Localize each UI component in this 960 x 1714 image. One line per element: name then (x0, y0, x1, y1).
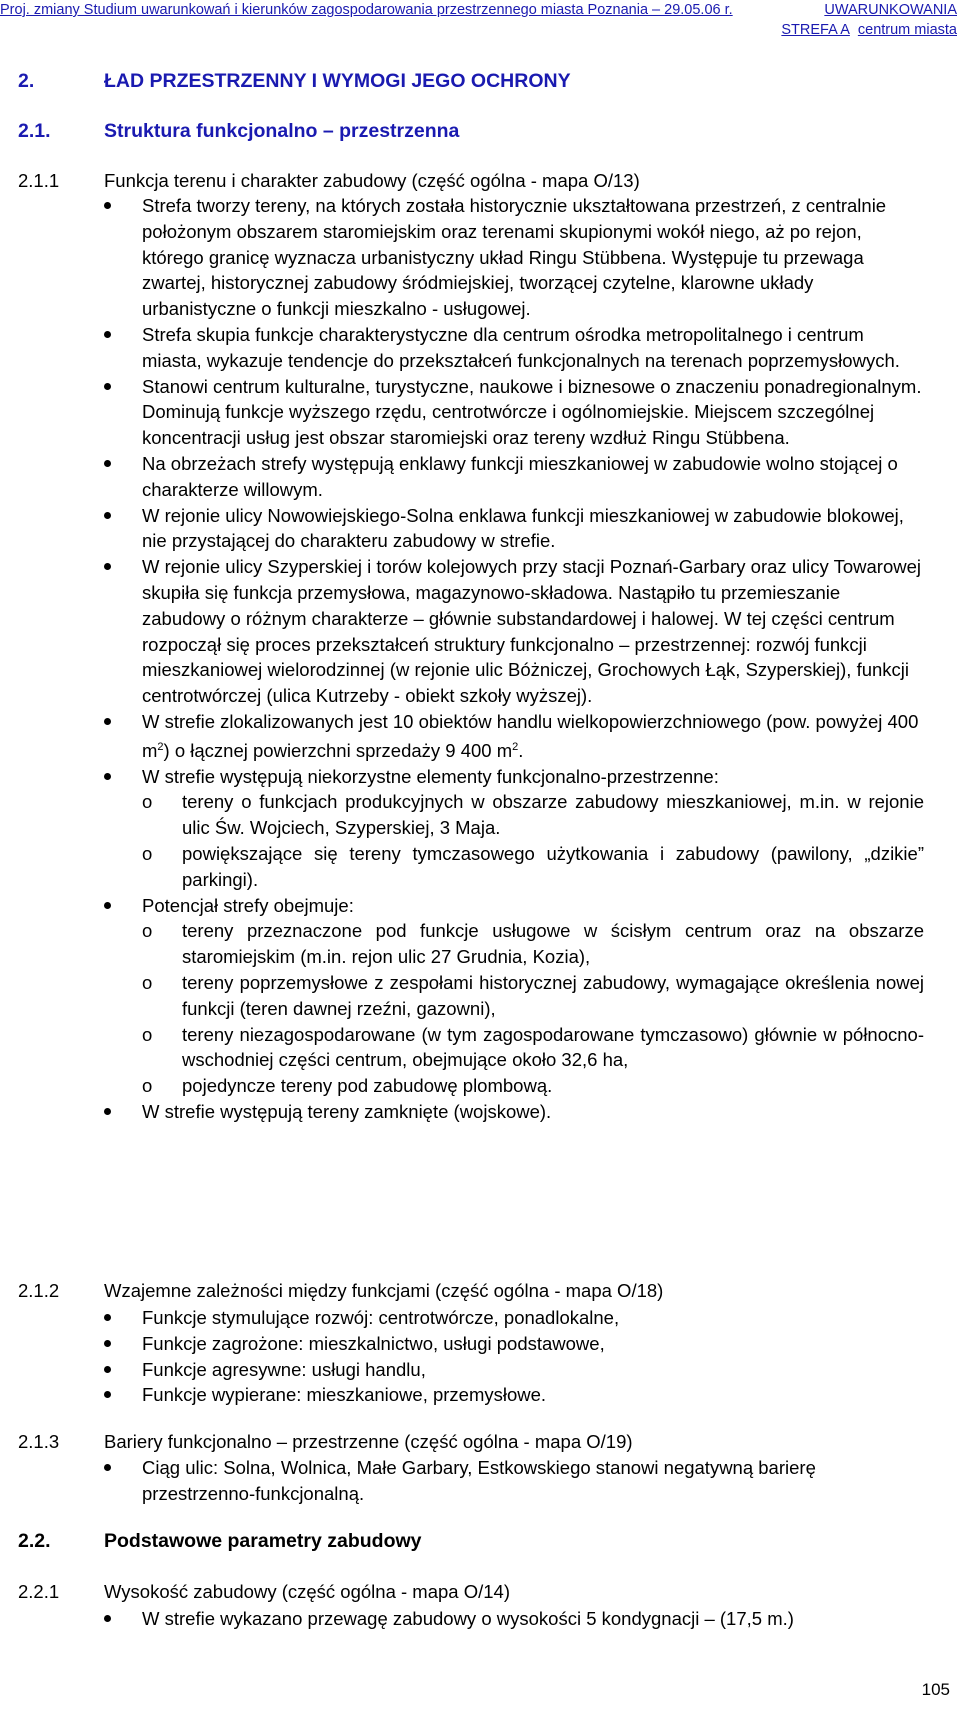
sub-list-item: o tereny poprzemysłowe z zespołami historycznej zabudowy, wymagające określenia nowej funkcji (teren dawnej rzeźni, gazowni), (142, 972, 924, 1019)
subsection-2-1-1-title (18, 170, 640, 192)
list-item-text: W rejonie ulicy Szyperskiej i torów kolejowych przy stacji Poznań-Garbary oraz ulicy Towarowej skupiła się funkcja przemysłowa, magazynowo-składowa. Nastąpiło tu przemieszanie zabudowy o różnym charakterze – głównie substandardowej i halowej. W tej części centrum rozpoczął się proces przekształceń struktury funkcjonalno – przestrzennej: rozwój funkcji mieszkaniowej wielorodzinnej (w rejonie ulic Bóżniczej, Grochowych Łąk, Szyperskiej), funkcji centrotwórczej (ulica Kutrzeby - obiekt szkoły wyższej). (142, 556, 921, 707)
page-number: 105 (921, 1680, 950, 1699)
zone-a: STREFA A (781, 22, 850, 38)
circle-bullet-icon: o (142, 920, 153, 942)
heading-2-1 (18, 120, 459, 143)
list-item (104, 322, 924, 374)
document-title: Proj. zmiany Studium uwarunkowań i kierunków zagospodarowania przestrzennego miasta Poznania – 29.05.06 r. (0, 2, 733, 18)
page-header (0, 0, 960, 22)
list-item (104, 374, 924, 451)
list-item (104, 193, 924, 322)
heading-2-1-number: 2.1. (18, 120, 51, 142)
list-item (104, 709, 924, 764)
subsection-title-text: Wzajemne zależności między funkcjami (część ogólna - mapa O/18) (104, 1280, 664, 1301)
bullet-icon (104, 773, 111, 780)
bullet-icon (104, 902, 111, 909)
bullet-icon (104, 331, 111, 338)
subsection-2-1-3-body (104, 1455, 924, 1507)
subsection-number: 2.1.3 (18, 1431, 60, 1452)
list-item (104, 554, 924, 709)
bullet-icon (104, 202, 111, 209)
list-item-text: Funkcje wypierane: mieszkaniowe, przemysłowe. (142, 1384, 547, 1406)
list-item (104, 893, 924, 919)
list-item-text: W strefie występują niekorzystne elementy funkcjonalno-przestrzenne: (142, 765, 719, 787)
list-item (104, 1382, 924, 1408)
subsection-2-1-3-title (18, 1431, 633, 1453)
list-item-text: Potencjał strefy obejmuje: (142, 894, 354, 916)
list-item-text: Funkcje zagrożone: mieszkalnictwo, usługi podstawowe, (142, 1332, 605, 1354)
list-item-text: Strefa tworzy tereny, na których została historycznie ukształtowana przestrzeń, z centralnie położonym obszarem staromiejskim oraz terenami skupionymi wokół niego, aż po rejon, którego granicę wyznacza urbanistyczny układ Ringu Stübbena. Występuje tu przewaga zwartej, historycznej zabudowy śródmiejskiej, tworzącej czytelne, klarowne układy urbanistyczne o funkcji mieszkalno - usługowej. (142, 195, 887, 320)
list-item-text: W rejonie ulicy Nowowiejskiego-Solna enklawa funkcji mieszkaniowej w zabudowie blokowej, nie przystającej do charakteru zabudowy w strefie. (142, 504, 904, 552)
heading-2-2 (18, 1530, 422, 1553)
list-item-text: W strefie zlokalizowanych jest 10 obiektów handlu wielkopowierzchniowego (pow. powyżej 400 $m^2$) o łącznej powierzchni sprzedaży 9 400 $m^2$. (142, 710, 919, 761)
subsection-2-2-1-body (104, 1606, 924, 1632)
list-item-text: Na obrzeżach strefy występują enklawy funkcji mieszkaniowej w zabudowie wolno stojącej o charakterze willowym. (142, 452, 898, 500)
list-item (104, 764, 924, 790)
list-item-text: W strefie wykazano przewagę zabudowy o wysokości 5 kondygnacji – (17,5 m.) (142, 1608, 794, 1629)
list-item-text: W strefie występują tereny zamknięte (wojskowe). (142, 1101, 552, 1123)
bullet-icon (104, 1314, 111, 1321)
list-item (104, 1099, 924, 1125)
circle-bullet-icon: o (142, 972, 153, 994)
list-item (104, 1455, 924, 1507)
heading-2-number: 2. (18, 70, 35, 92)
list-item (104, 451, 924, 503)
list-item (104, 1305, 924, 1331)
circle-bullet-icon: o (142, 791, 153, 813)
sub-list-item: o tereny niezagospodarowane (w tym zagospodarowane tymczasowo) głównie w północno-wschodniej części centrum, obejmujące około 32,6 ha, (142, 1023, 924, 1071)
sub-list-item: o pojedyncze tereny pod zabudowę plombową. (104, 1073, 924, 1099)
list-item (104, 1331, 924, 1357)
list-item-text: Funkcje agresywne: usługi handlu, (142, 1358, 426, 1380)
zone-label (773, 22, 957, 38)
sub-list-item: o tereny przeznaczone pod funkcje usługowe w ścisłym centrum oraz na obszarze staromiejskim (m.in. rejon ulic 27 Grudnia, Kozia), (142, 920, 924, 968)
list-item-text: Stanowi centrum kulturalne, turystyczne, naukowe i biznesowe o znaczeniu ponadregionalnym. Dominują funkcje wyższego rzędu, centrotwórcze i ogólnomiejskie. Miejscem szczególnej koncentracji usług jest obszar staromiejski oraz tereny wzdłuż Ringu Stübbena. (142, 375, 922, 449)
bullet-icon (104, 1615, 111, 1622)
sub-list-item: o tereny o funkcjach produkcyjnych w obszarze zabudowy mieszkaniowej, m.in. w rejonie ulic Św. Wojciech, Szyperskiej, 3 Maja. (142, 791, 924, 839)
subsection-title-text: Bariery funkcjonalno – przestrzenne (część ogólna - mapa O/19) (104, 1431, 633, 1452)
subsection-2-2-1-title (18, 1581, 510, 1603)
bullet-icon (104, 563, 111, 570)
bullet-icon (104, 1366, 111, 1373)
subsection-number: 2.2.1 (18, 1581, 60, 1602)
bullet-icon (104, 718, 111, 725)
list-item (104, 1606, 924, 1632)
bullet-icon (104, 1340, 111, 1347)
heading-2-text: ŁAD PRZESTRZENNY I WYMOGI JEGO OCHRONY (104, 70, 571, 92)
circle-bullet-icon: o (142, 1023, 153, 1045)
list-item-text: Strefa skupia funkcje charakterystyczne dla centrum ośrodka metropolitalnego i centrum miasta, wykazuje tendencje do przekształceń funkcjonalnych na terenach poprzemysłowych. (142, 323, 900, 371)
bullet-icon (104, 383, 111, 390)
heading-2 (18, 70, 571, 93)
subsection-number: 2.1.1 (18, 170, 60, 191)
list-item-text: Ciąg ulic: Solna, Wolnica, Małe Garbary, Estkowskiego stanowi negatywną barierę przestrzenno-funkcjonalną. (142, 1457, 816, 1504)
list-item-text: Funkcje stymulujące rozwój: centrotwórcze, ponadlokalne, (142, 1307, 620, 1328)
circle-bullet-icon: o (142, 843, 153, 865)
subsection-2-1-2-title (18, 1280, 663, 1302)
bullet-icon (104, 460, 111, 467)
subsection-title-text: Wysokość zabudowy (część ogólna - mapa O/14) (104, 1581, 510, 1602)
section-label: UWARUNKOWANIA (824, 2, 957, 18)
list-item (104, 1357, 924, 1383)
subsection-number: 2.1.2 (18, 1280, 60, 1301)
subsection-title-text: Funkcja terenu i charakter zabudowy (część ogólna - mapa O/13) (104, 170, 640, 191)
bullet-icon (104, 1391, 111, 1398)
heading-2-1-text: Struktura funkcjonalno – przestrzenna (104, 120, 460, 142)
list-item (104, 503, 924, 555)
subsection-2-1-2-body (104, 1305, 924, 1408)
heading-2-2-text: Podstawowe parametry zabudowy (104, 1530, 422, 1552)
bullet-icon (104, 1464, 111, 1471)
bullet-icon (104, 512, 111, 519)
subsection-2-1-1-body (104, 193, 924, 1125)
heading-2-2-number: 2.2. (18, 1530, 51, 1552)
bullet-icon (104, 1108, 111, 1115)
circle-bullet-icon: o (142, 1075, 153, 1097)
sub-list-item: o powiększające się tereny tymczasowego użytkowania i zabudowy (pawilony, „dzikie” parkingi). (142, 843, 924, 890)
zone-b: centrum miasta (857, 22, 957, 38)
